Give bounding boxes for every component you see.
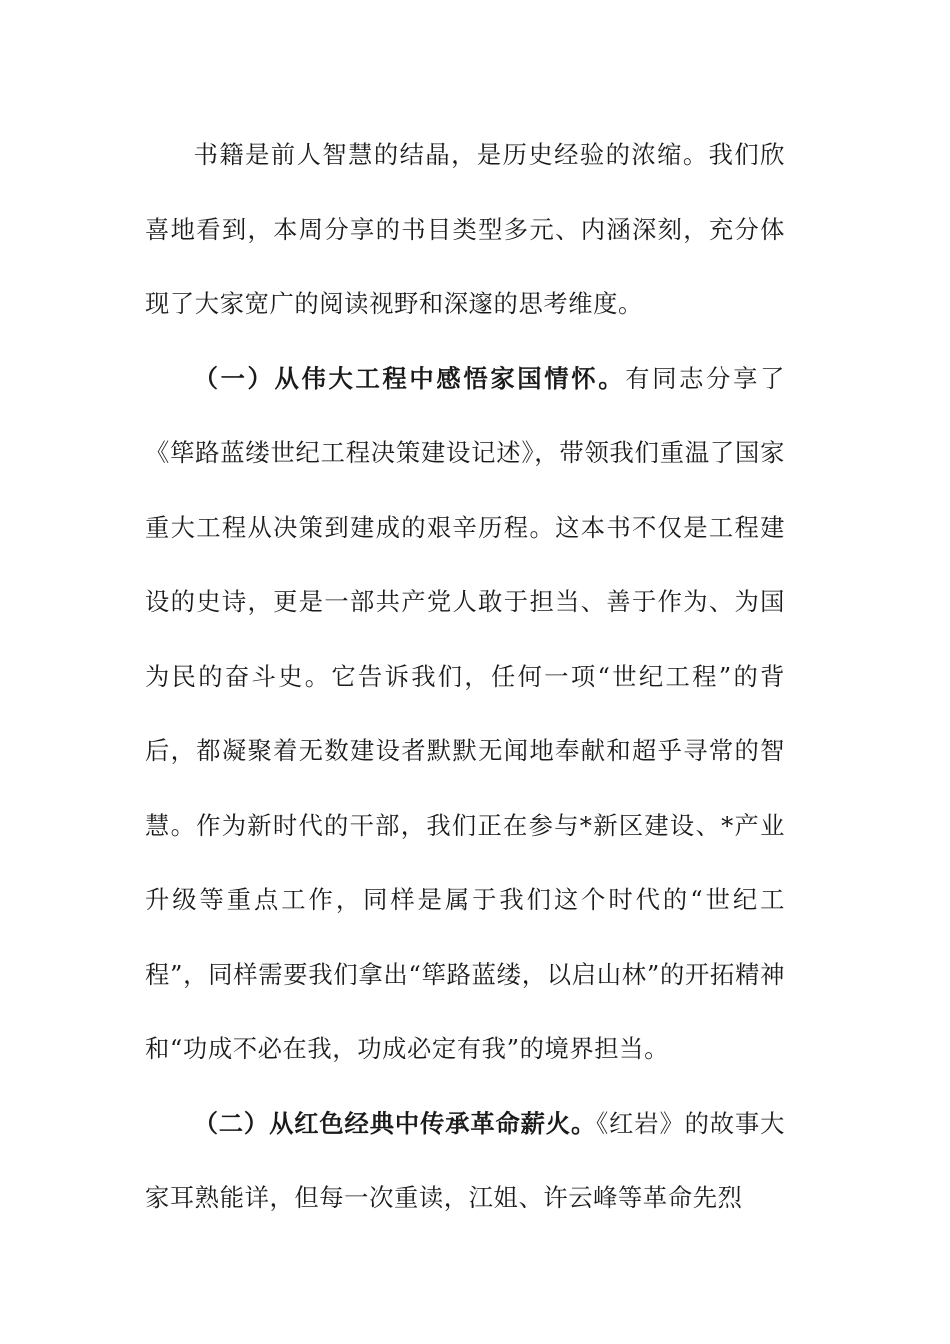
- section-heading: （二）从红色经典中传承革命薪火。: [193, 1108, 597, 1138]
- paragraph-text: 有同志分享了《筚路蓝缕世纪工程决策建设记述》，带领我们重温了国家重大工程从决策到建成的艰辛历程。这本书不仅是工程建设的史诗，更是一部共产党人敢于担当、善于作为、为国为民的奋斗史。它告诉我们，任何一项“世纪工程”的背后，都凝聚着无数建设者默默无闻地奉献和超乎寻常的智慧。作为新时代的干部，我们正在参与*新区建设、*产业升级等重点工作，同样是属于我们这个时代的“世纪工程”，同样需要我们拿出“筚路蓝缕，以启山林”的开拓精神和“功成不必在我，功成必定有我”的境界担当。: [145, 363, 785, 1063]
- paragraph-intro: [145, 118, 785, 342]
- section-heading: （一）从伟大工程中感悟家国情怀。: [193, 363, 626, 393]
- paragraph-section-1: [145, 342, 785, 1087]
- paragraph-text: 《红岩》的故事大家耳熟能详，但每一次重读，江姐、许云峰等革命先烈: [145, 1108, 785, 1212]
- paragraph-section-2: [145, 1087, 785, 1236]
- paragraph-text: 书籍是前人智慧的结晶，是历史经验的浓缩。我们欣喜地看到，本周分享的书目类型多元、内涵深刻，充分体现了大家宽广的阅读视野和深邃的思考维度。: [145, 140, 785, 318]
- document-body: [145, 118, 785, 1236]
